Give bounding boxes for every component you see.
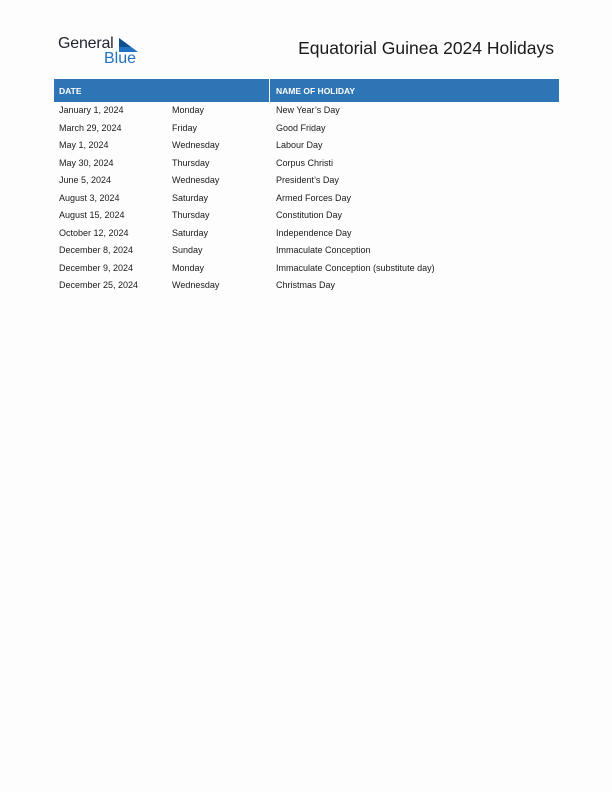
row-date: August 15, 2024 [59, 210, 125, 220]
row-weekday: Monday [172, 262, 205, 273]
row-date: August 3, 2024 [59, 192, 120, 203]
table-header [54, 79, 559, 102]
table-body [54, 102, 559, 295]
row-date: May 30, 2024 [59, 157, 114, 168]
row-date: May 1, 2024 [59, 140, 109, 150]
table-row [54, 190, 559, 208]
table-row [54, 225, 559, 243]
header-holiday-name: NAME OF HOLIDAY [276, 86, 356, 96]
row-weekday: Sunday [172, 245, 203, 255]
table-row [54, 277, 559, 295]
logo-general-text: General [58, 35, 114, 52]
row-holiday-name: Good Friday [276, 122, 326, 133]
row-holiday-name: New Year’s Day [276, 105, 340, 115]
row-holiday-name: Immaculate Conception (substitute day) [276, 262, 435, 273]
table-row [54, 207, 559, 225]
row-weekday: Saturday [172, 227, 209, 238]
table-row [54, 120, 559, 138]
row-date: December 8, 2024 [59, 245, 134, 255]
row-holiday-name: President’s Day [276, 175, 339, 185]
row-weekday: Wednesday [172, 280, 220, 290]
row-weekday: Wednesday [172, 175, 220, 185]
row-holiday-name: Constitution Day [276, 210, 343, 220]
row-weekday: Friday [172, 122, 198, 133]
table-row [54, 242, 559, 260]
holidays-table [54, 79, 559, 295]
table-row [54, 137, 559, 155]
row-weekday: Thursday [172, 157, 210, 168]
row-holiday-name: Corpus Christi [276, 157, 334, 168]
row-holiday-name: Armed Forces Day [276, 192, 352, 203]
table-row [54, 172, 559, 190]
row-weekday: Saturday [172, 192, 209, 203]
row-holiday-name: Independence Day [276, 227, 352, 238]
row-date: March 29, 2024 [59, 122, 122, 133]
header-date: DATE [59, 86, 82, 96]
table-row [54, 102, 559, 120]
row-date: December 25, 2024 [59, 280, 139, 290]
logo-blue-text: Blue [104, 50, 137, 67]
row-weekday: Monday [172, 105, 205, 115]
row-date: June 5, 2024 [59, 175, 112, 185]
table-row [54, 260, 559, 278]
row-holiday-name: Christmas Day [276, 280, 336, 290]
table-row [54, 155, 559, 173]
row-weekday: Wednesday [172, 140, 220, 150]
row-date: January 1, 2024 [59, 105, 124, 115]
row-date: October 12, 2024 [59, 227, 129, 238]
row-date: December 9, 2024 [59, 262, 134, 273]
page-title: Equatorial Guinea 2024 Holidays [298, 38, 554, 58]
row-holiday-name: Immaculate Conception [276, 245, 371, 255]
row-weekday: Thursday [172, 210, 210, 220]
generalblue-logo [58, 34, 148, 68]
row-holiday-name: Labour Day [276, 140, 323, 150]
header-divider [269, 79, 270, 102]
